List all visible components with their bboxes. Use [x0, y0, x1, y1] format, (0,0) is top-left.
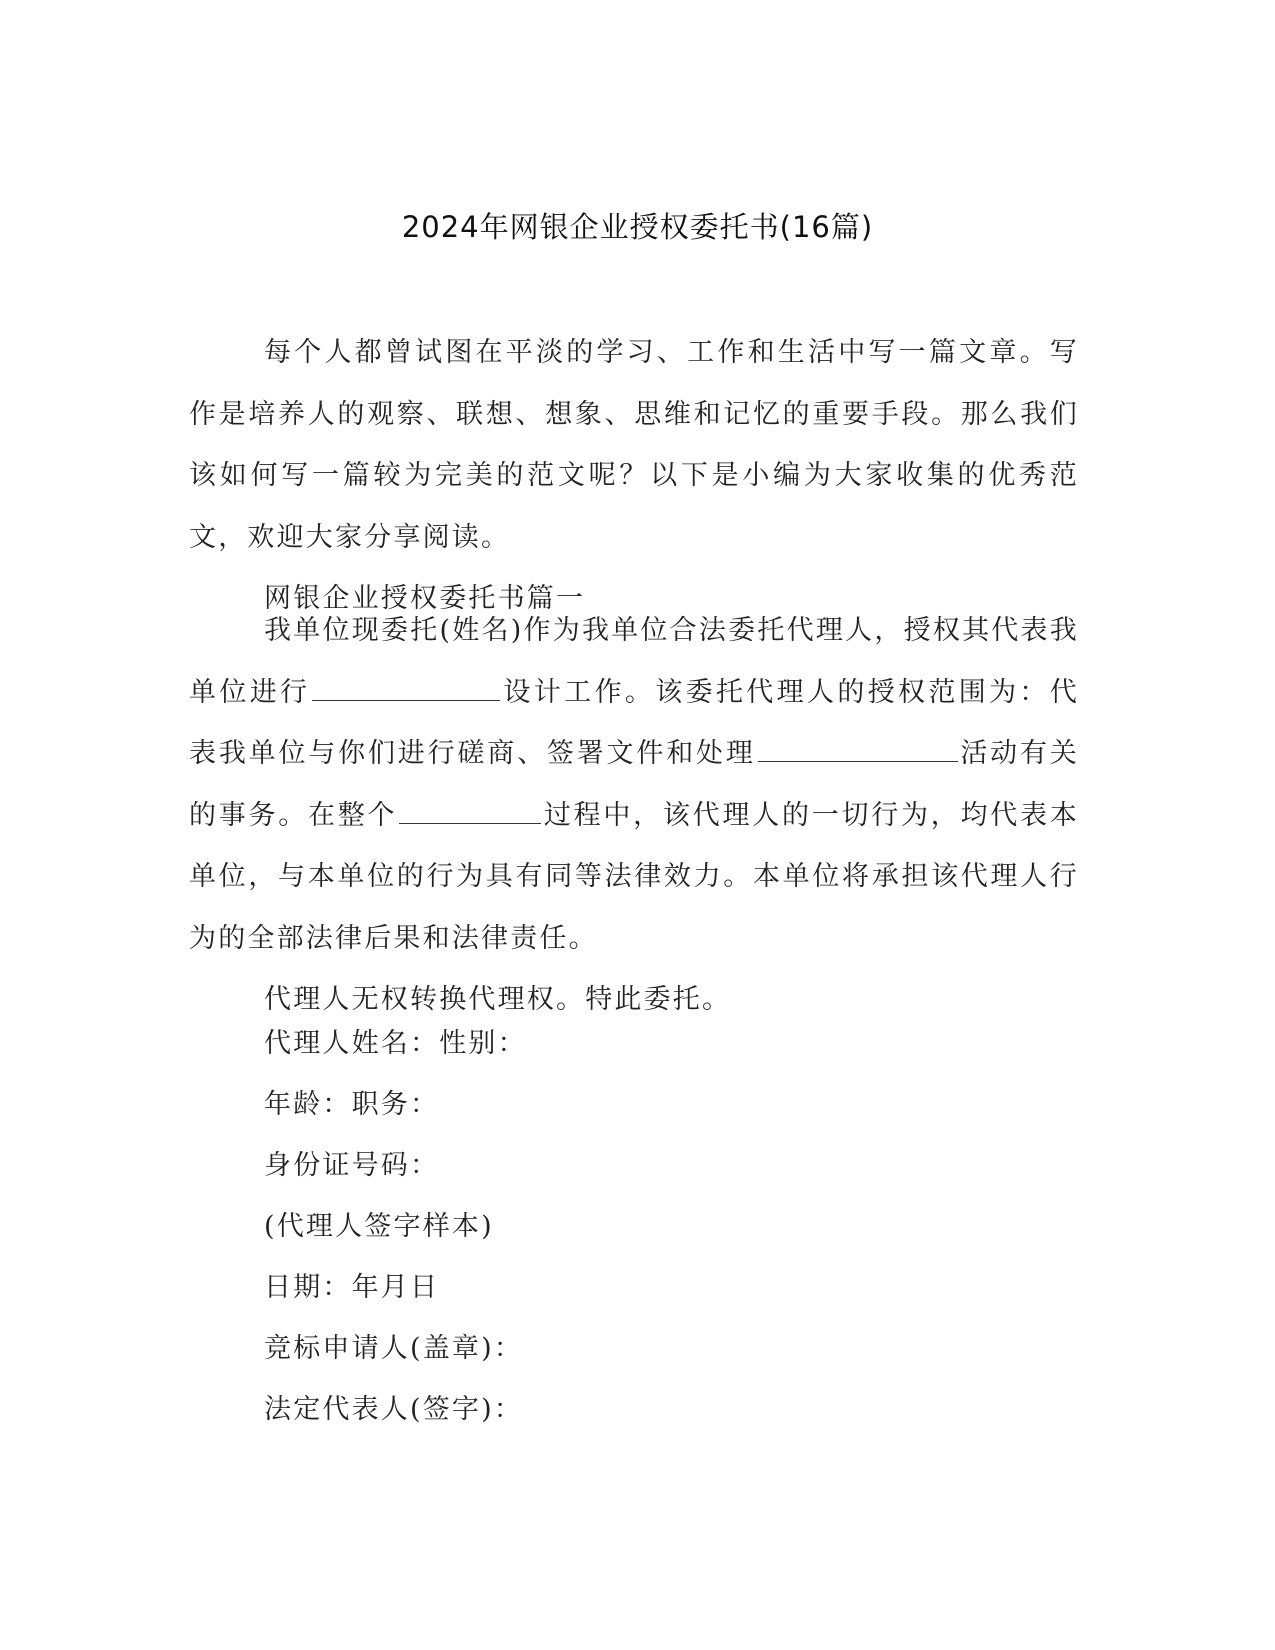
- blank-line-process: [399, 799, 541, 824]
- field-id-number: 身份证号码：: [264, 1150, 440, 1181]
- field-bidder-seal: 竞标申请人(盖章)：: [264, 1333, 524, 1364]
- field-signature-sample: (代理人签字样本): [264, 1211, 494, 1242]
- field-agent-name-gender: 代理人姓名：性别：: [264, 1028, 527, 1059]
- intro-section: [189, 322, 1079, 630]
- document-title: 2024年网银企业授权委托书(16篇): [401, 210, 874, 244]
- body-section: [189, 600, 1079, 1031]
- blank-line-activity: [758, 737, 958, 762]
- section-heading: 网银企业授权委托书篇一: [264, 583, 586, 614]
- body-text-part1: 我单位现委托(姓名)作为我单位合法委托代理人，授权其代表我单位进行: [189, 615, 1079, 708]
- blank-line-design: [312, 676, 500, 701]
- body-text-part2: 设计工作。该委托代理人的授权范围为：代表我单位与你们进行磋商、签署文件和处理: [189, 676, 1079, 769]
- no-transfer-statement: 代理人无权转换代理权。特此委托。: [264, 984, 732, 1015]
- body-text-part3: 活动有关的事务。在整个: [189, 738, 1079, 831]
- field-date: 日期：年月日: [264, 1272, 440, 1303]
- body-text-part4: 过程中，该代理人的一切行为，均代表本单位，与本单位的行为具有同等法律效力。本单位将承担该代理人行为的全部法律后果和法律责任。: [189, 799, 1079, 954]
- field-age-position: 年龄：职务：: [264, 1089, 440, 1120]
- field-legal-rep-signature: 法定代表人(签字)：: [264, 1394, 524, 1425]
- signature-fields: [189, 1013, 1079, 1440]
- body-paragraph: [189, 600, 1079, 969]
- intro-paragraph: 每个人都曾试图在平淡的学习、工作和生活中写一篇文章。写作是培养人的观察、联想、想象、思维和记忆的重要手段。那么我们该如何写一篇较为完美的范文呢？以下是小编为大家收集的优秀范文，欢迎大家分享阅读。: [189, 337, 1079, 553]
